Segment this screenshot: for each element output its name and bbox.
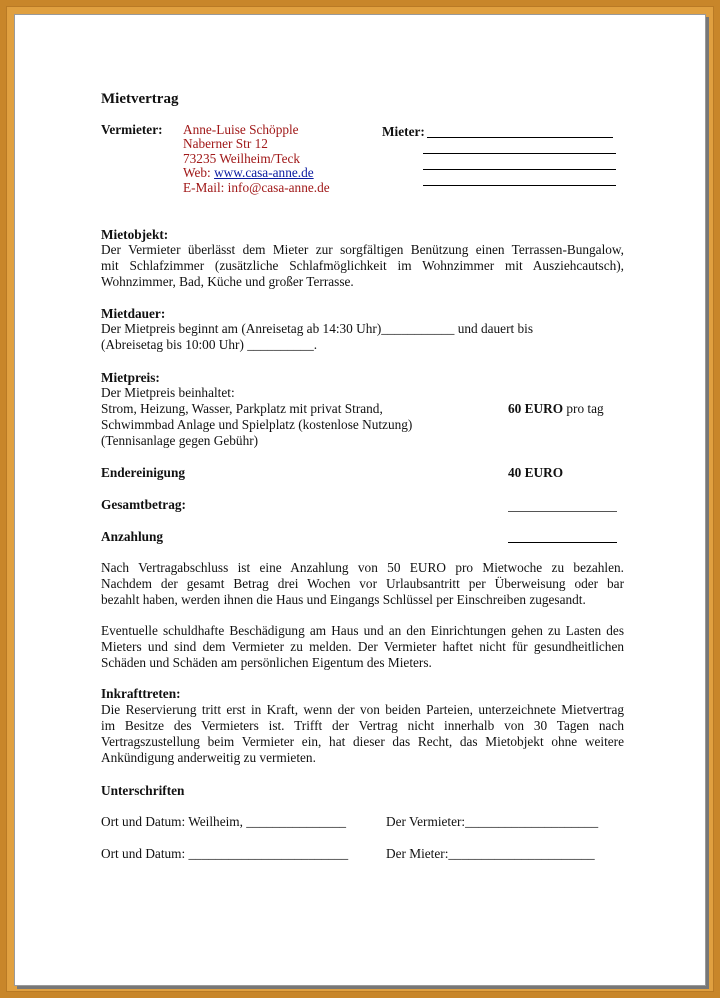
- mietobjekt-heading: Mietobjekt:: [101, 227, 169, 242]
- mieter-signature: Der Mieter:______________________: [386, 846, 595, 861]
- inkrafttreten-text: [101, 702, 624, 766]
- mieter-line-3: [423, 169, 616, 170]
- gesamtbetrag-line: [508, 511, 617, 512]
- anzahlung-label: Anzahlung: [101, 529, 164, 544]
- mietobjekt-line-1: Der Vermieter überlässt dem Mieter zur sorgfältigen Benützung einen Terrassen-Bungalow,: [101, 242, 624, 257]
- vermieter-city: 73235 Weilheim/Teck: [183, 151, 301, 166]
- schaden-line-3: Schäden und Schäden am persönlichen Eigentum des Mieters.: [101, 655, 432, 670]
- inkrafttreten-line-2: im Besitze des Vermieters ist. Trifft der Vertrag nicht innerhalb von 30 Tagen nach: [101, 718, 624, 733]
- mietobjekt-text: [101, 242, 624, 290]
- inkrafttreten-line-3: Vertragszustellung beim Vermieter ein, hat dieser das Recht, das Mietobjekt ohne weitere: [101, 734, 624, 749]
- mietdauer-line-1: Der Mietpreis beginnt am (Anreisetag ab 14:30 Uhr)___________ und dauert bis: [101, 321, 534, 336]
- schaden-text: [101, 623, 624, 671]
- price-value: 60 EURO: [508, 401, 564, 416]
- anzahlung-line-2: Nachdem der gesamt Betrag drei Wochen vor Urlaubsantritt per Überweisung oder bar: [101, 576, 624, 591]
- mietobjekt-line-3: Wohnzimmer, Bad, Küche und großer Terrasse.: [101, 274, 354, 289]
- schaden-line-2: Mieters und sind dem Vermieter zu melden. Der Vermieter haftet nicht für gesundheitlichen: [101, 639, 624, 654]
- mietpreis-price: [508, 401, 604, 417]
- anzahlung-text: [101, 560, 624, 608]
- gesamtbetrag-label: Gesamtbetrag:: [101, 497, 186, 512]
- web-link[interactable]: www.casa-anne.de: [214, 165, 314, 180]
- vermieter-street: Naberner Str 12: [183, 136, 268, 151]
- vermieter-name: Anne-Luise Schöpple: [183, 122, 299, 137]
- vermieter-email: E-Mail: info@casa-anne.de: [183, 180, 330, 195]
- mietpreis-line-4: (Tennisanlage gegen Gebühr): [101, 433, 259, 448]
- mieter-line-2: [423, 153, 616, 154]
- price-suffix: pro tag: [563, 401, 604, 416]
- document-title: Mietvertrag: [101, 91, 179, 107]
- ort-datum-1: Ort und Datum: Weilheim, _______________: [101, 814, 347, 829]
- mietpreis-line-1: Der Mietpreis beinhaltet:: [101, 385, 235, 400]
- vermieter-web: [183, 165, 314, 181]
- mietdauer-heading: Mietdauer:: [101, 306, 166, 321]
- endreinigung-value: 40 EURO: [508, 465, 564, 480]
- mieter-label: Mieter:: [382, 124, 425, 139]
- ort-datum-2: Ort und Datum: ________________________: [101, 846, 349, 861]
- mieter-line-1: [427, 137, 613, 138]
- anzahlung-line: [508, 542, 617, 543]
- schaden-line-1: Eventuelle schuldhafte Beschädigung am Haus und an den Einrichtungen gehen zu Lasten des: [101, 623, 624, 638]
- mieter-line-4: [423, 185, 616, 186]
- vermieter-signature: Der Vermieter:____________________: [386, 814, 599, 829]
- inkrafttreten-line-4: Ankündigung anderweitig zu vermieten.: [101, 750, 316, 765]
- endreinigung-label: Endereinigung: [101, 465, 185, 480]
- anzahlung-line-3: bezahlt haben, werden ihnen die Haus und Eingangs Schlüssel per Einschreiben zugesandt.: [101, 592, 586, 607]
- document-page: [14, 14, 706, 986]
- inkrafttreten-line-1: Die Reservierung tritt erst in Kraft, wenn der von beiden Parteien, unterzeichnete Mietvertrag: [101, 702, 624, 717]
- unterschriften-heading: Unterschriften: [101, 783, 185, 798]
- web-label: Web:: [183, 165, 215, 180]
- anzahlung-line-1: Nach Vertragabschluss ist eine Anzahlung von 50 EURO pro Mietwoche zu bezahlen.: [101, 560, 624, 575]
- mietpreis-heading: Mietpreis:: [101, 370, 160, 385]
- mietpreis-line-3: Schwimmbad Anlage und Spielplatz (kostenlose Nutzung): [101, 417, 413, 432]
- mietpreis-line-2: Strom, Heizung, Wasser, Parkplatz mit privat Strand,: [101, 401, 383, 416]
- mietdauer-line-2: (Abreisetag bis 10:00 Uhr) __________.: [101, 337, 318, 352]
- vermieter-label: Vermieter:: [101, 122, 163, 137]
- inkrafttreten-heading: Inkrafttreten:: [101, 686, 181, 701]
- mietobjekt-line-2: mit Schlafzimmer (zusätzliche Schlafmöglichkeit im Wohnzimmer mit Ausziehcautsch),: [101, 258, 624, 273]
